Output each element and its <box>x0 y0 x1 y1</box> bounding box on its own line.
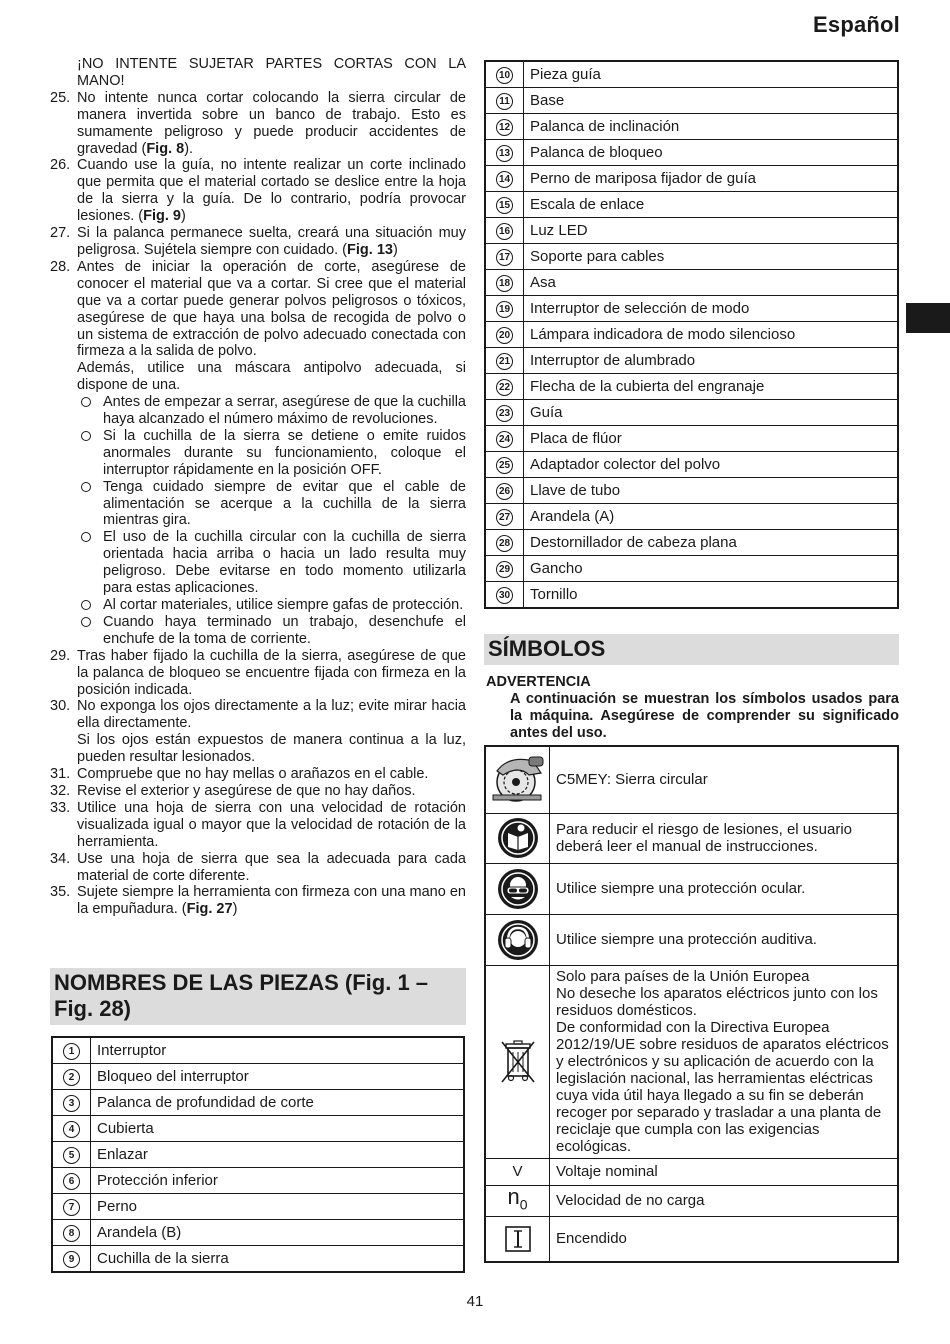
part-number: 5 <box>63 1147 80 1164</box>
part-name: Enlazar <box>91 1142 465 1168</box>
part-name: Arandela (B) <box>91 1220 465 1246</box>
part-row <box>485 114 898 140</box>
part-row <box>485 322 898 348</box>
warning-block <box>486 674 899 742</box>
symbol-row-eye <box>485 863 898 914</box>
symbol-row-saw <box>485 746 898 813</box>
instruction-item-29: 29. Tras haber fijado la cuchilla de la sierra, asegúrese de que la palanca de bloqueo se encuentre fijada con firmeza en la posición indicada. <box>50 647 466 698</box>
no-load-speed-symbol: $n_0$ <box>485 1185 550 1216</box>
part-name: Soporte para cables <box>524 244 899 270</box>
ear-protection-icon <box>485 914 550 965</box>
symbol-row-noload <box>485 1185 898 1216</box>
part-number: 22 <box>496 379 513 396</box>
part-name: Interruptor de alumbrado <box>524 348 899 374</box>
part-number: 16 <box>496 223 513 240</box>
part-row <box>485 61 898 88</box>
symbol-ear-text: Utilice siempre una protección auditiva. <box>550 914 899 965</box>
part-name: Lámpara indicadora de modo silencioso <box>524 322 899 348</box>
bullet-circle-icon <box>81 532 91 542</box>
bullet-item: Cuando haya terminado un trabajo, desenchufe el enchufe de la toma de corriente. <box>77 614 466 648</box>
part-name: Asa <box>524 270 899 296</box>
voltage-symbol: V <box>485 1158 550 1185</box>
part-number: 6 <box>63 1173 80 1190</box>
part-row <box>52 1246 464 1273</box>
part-number: 4 <box>63 1121 80 1138</box>
part-row <box>485 582 898 609</box>
part-name: Tornillo <box>524 582 899 609</box>
symbol-row-on <box>485 1216 898 1262</box>
part-name: Perno <box>91 1194 465 1220</box>
part-row <box>52 1116 464 1142</box>
part-name: Bloqueo del interruptor <box>91 1064 465 1090</box>
part-number: 27 <box>496 509 513 526</box>
symbol-row-manual <box>485 813 898 863</box>
part-name: Guía <box>524 400 899 426</box>
crossed-bin-icon <box>485 965 550 1158</box>
instruction-item-27: 27. Si la palanca permanece suelta, creará una situación muy peligrosa. Sujétela siempre con cuidado. (Fig. 13) <box>50 225 466 258</box>
part-name: Base <box>524 88 899 114</box>
warning-label: ADVERTENCIA <box>486 674 591 690</box>
part-row <box>485 270 898 296</box>
bullet-circle-icon <box>81 617 91 627</box>
part-number: 13 <box>496 145 513 162</box>
part-number: 15 <box>496 197 513 214</box>
bullet-circle-icon <box>81 431 91 441</box>
symbol-row-weee <box>485 965 898 1158</box>
part-number: 30 <box>496 587 513 604</box>
part-row <box>485 348 898 374</box>
part-number: 11 <box>496 93 513 110</box>
part-number: 14 <box>496 171 513 188</box>
part-name: Palanca de inclinación <box>524 114 899 140</box>
part-number: 28 <box>496 535 513 552</box>
part-row <box>485 504 898 530</box>
part-number: 17 <box>496 249 513 266</box>
symbol-weee-text: Solo para países de la Unión Europea No deseche los aparatos eléctricos junto con los residuos domésticos. De conformidad con la Directiva Europea 2012/19/UE sobre residuos de aparatos eléctricos y electrónicos y su aplicación de acuerdo con la legislación nacional, las herramientas eléctricas cuya vida útil haya llegado a su fin se deberán recoger por separado y trasladar a una planta de reciclaje que cumpla con las exigencias ecológicas. <box>550 965 899 1158</box>
circular-saw-icon <box>485 746 550 813</box>
part-name: Luz LED <box>524 218 899 244</box>
part-name: Interruptor <box>91 1037 465 1064</box>
parts-table-a <box>51 1036 465 1273</box>
bullet-item: El uso de la cuchilla circular con la cuchilla de sierra orientada hacia arriba o hacia un lado resulta muy peligroso. Debe evitarse en todo momento utilizarla para estas aplicaciones. <box>77 529 466 597</box>
part-row <box>485 452 898 478</box>
part-number: 29 <box>496 561 513 578</box>
part-number: 20 <box>496 327 513 344</box>
instruction-item-32: 32. Revise el exterior y asegúrese de que no hay daños. <box>50 782 416 799</box>
part-row <box>52 1142 464 1168</box>
part-number: 12 <box>496 119 513 136</box>
symbols-table <box>484 745 899 1263</box>
symbol-voltage-text: Voltaje nominal <box>550 1158 899 1185</box>
parts-heading: NOMBRES DE LAS PIEZAS (Fig. 1 – Fig. 28) <box>50 968 466 1025</box>
language-label: Español <box>813 12 900 37</box>
part-name: Palanca de bloqueo <box>524 140 899 166</box>
part-row <box>485 478 898 504</box>
symbol-on-text: Encendido <box>550 1216 899 1262</box>
read-manual-icon <box>485 813 550 863</box>
safety-instructions <box>50 56 466 918</box>
part-number: 8 <box>63 1225 80 1242</box>
instruction-item-35: 35. Sujete siempre la herramienta con firmeza con una mano en la empuñadura. (Fig. 27) <box>50 884 466 918</box>
part-name: Flecha de la cubierta del engranaje <box>524 374 899 400</box>
instruction-item-33: 33. Utilice una hoja de sierra con una velocidad de rotación visualizada igual o mayor que la velocidad de rotación de la herramienta. <box>50 799 466 850</box>
symbol-eye-text: Utilice siempre una protección ocular. <box>550 863 899 914</box>
part-row <box>485 400 898 426</box>
part-row <box>485 296 898 322</box>
part-number: 23 <box>496 405 513 422</box>
part-name: Placa de flúor <box>524 426 899 452</box>
part-row <box>52 1194 464 1220</box>
part-row <box>52 1037 464 1064</box>
symbol-noload-text: Velocidad de no carga <box>550 1185 899 1216</box>
part-number: 3 <box>63 1095 80 1112</box>
part-number: 21 <box>496 353 513 370</box>
part-number: 2 <box>63 1069 80 1086</box>
instruction-item-26: 26. Cuando use la guía, no intente realizar un corte inclinado que permita que el material cortado se deslice entre la hoja de la sierra y la guía. De lo contrario, podría provocar lesiones. (Fig. 9) <box>50 157 466 225</box>
part-name: Cubierta <box>91 1116 465 1142</box>
bullet-item: Antes de empezar a serrar, asegúrese de que la cuchilla haya alcanzado el número máximo de revoluciones. <box>77 394 466 428</box>
part-row <box>485 140 898 166</box>
part-row <box>485 426 898 452</box>
part-number: 25 <box>496 457 513 474</box>
instruction-item-34: 34. Use una hoja de sierra que sea la adecuada para cada material de corte diferente. <box>50 850 466 884</box>
part-name: Adaptador colector del polvo <box>524 452 899 478</box>
part-row <box>52 1064 464 1090</box>
warning-text: A continuación se muestran los símbolos usados para la máquina. Asegúrese de comprender su significado antes del uso. <box>510 691 899 741</box>
instruction-item-25: 25. No intente nunca cortar colocando la sierra circular de manera invertida sobre un banco de trabajo. Esto es sumamente peligroso y puede producir accidentes de gravedad (Fig. 8). <box>50 89 466 157</box>
part-name: Palanca de profundidad de corte <box>91 1090 465 1116</box>
part-name: Gancho <box>524 556 899 582</box>
symbol-row-ear <box>485 914 898 965</box>
instruction-item-30: 30. No exponga los ojos directamente a la luz; evite mirar hacia ella directamente. Si los ojos están expuestos de manera continua a la luz, pueden resultar lesionados. <box>50 698 466 766</box>
part-number: 26 <box>496 483 513 500</box>
part-row <box>485 374 898 400</box>
part-number: 7 <box>63 1199 80 1216</box>
instruction-item-31: 31. Compruebe que no hay mellas o arañazos en el cable. <box>50 766 429 783</box>
part-row <box>485 244 898 270</box>
part-number: 1 <box>63 1043 80 1060</box>
bullet-circle-icon <box>81 397 91 407</box>
eye-protection-icon <box>485 863 550 914</box>
part-row <box>485 166 898 192</box>
part-name: Destornillador de cabeza plana <box>524 530 899 556</box>
bullet-circle-icon <box>81 600 91 610</box>
part-name: Pieza guía <box>524 61 899 88</box>
part-row <box>485 88 898 114</box>
instruction-item-28: 28. Antes de iniciar la operación de corte, asegúrese de conocer el material que va a cortar. Si cree que el material que va a cortar puede generar polvos peligrosos o tóxicos, asegúrese de que haya una bolsa de recogida de polvo o un sistema de extracción de polvo adecuado conectada con firmeza a la salida de polvo. Además, utilice una máscara antipolvo adecuada, si dispone de una. Antes de empezar a serrar, asegúrese de que la cuchilla haya alcanzado el número máximo de revoluciones. Si la cuchilla de la sierra se detiene o emite ruidos anormales durante su funcionamiento, coloque el interruptor rápidamente en la posición OFF. Tenga cuidado siempre de evitar que el cable de alimentación se acerque a la cuchilla de la sierra mientras gira. El uso de la cuchilla circular con la cuchilla de sierra orientada hacia arriba o hacia un lado resulta muy peligroso. Debe evitarse en todo momento utilizarla para estas aplicaciones. Al cortar materiales, utilice siempre gafas de protección. Cuando haya terminado un trabajo, desenchufe el enchufe de la toma de corriente. <box>50 258 466 647</box>
part-name: Escala de enlace <box>524 192 899 218</box>
part-name: Cuchilla de la sierra <box>91 1246 465 1273</box>
symbol-saw-text: C5MEY: Sierra circular <box>550 746 899 813</box>
part-row <box>485 530 898 556</box>
part-name: Llave de tubo <box>524 478 899 504</box>
part-row <box>52 1090 464 1116</box>
part-number: 10 <box>496 67 513 84</box>
part-row <box>485 192 898 218</box>
part-name: Arandela (A) <box>524 504 899 530</box>
page-number: 41 <box>466 1293 484 1310</box>
power-on-icon <box>485 1216 550 1262</box>
part-number: 19 <box>496 301 513 318</box>
symbols-heading: SÍMBOLOS <box>484 634 899 665</box>
part-row <box>485 218 898 244</box>
part-name: Interruptor de selección de modo <box>524 296 899 322</box>
intro-line: ¡NO INTENTE SUJETAR PARTES CORTAS CON LA MANO! <box>77 56 466 89</box>
part-name: Protección inferior <box>91 1168 465 1194</box>
part-row <box>52 1220 464 1246</box>
bullet-item: Tenga cuidado siempre de evitar que el cable de alimentación se acerque a la cuchilla de la sierra mientras gira. <box>77 479 466 530</box>
symbol-row-voltage <box>485 1158 898 1185</box>
part-row <box>485 556 898 582</box>
part-number: 24 <box>496 431 513 448</box>
section-tab-marker <box>906 303 950 333</box>
part-number: 9 <box>63 1251 80 1268</box>
bullet-item: Al cortar materiales, utilice siempre gafas de protección. <box>77 597 466 614</box>
part-name: Perno de mariposa fijador de guía <box>524 166 899 192</box>
part-row <box>52 1168 464 1194</box>
part-number: 18 <box>496 275 513 292</box>
bullet-item: Si la cuchilla de la sierra se detiene o emite ruidos anormales durante su funcionamiento, coloque el interruptor rápidamente en la posición OFF. <box>77 428 466 479</box>
item-28-bullets <box>77 394 466 648</box>
bullet-circle-icon <box>81 482 91 492</box>
parts-table-b <box>484 60 899 609</box>
symbol-manual-text: Para reducir el riesgo de lesiones, el usuario deberá leer el manual de instrucciones. <box>550 813 899 863</box>
